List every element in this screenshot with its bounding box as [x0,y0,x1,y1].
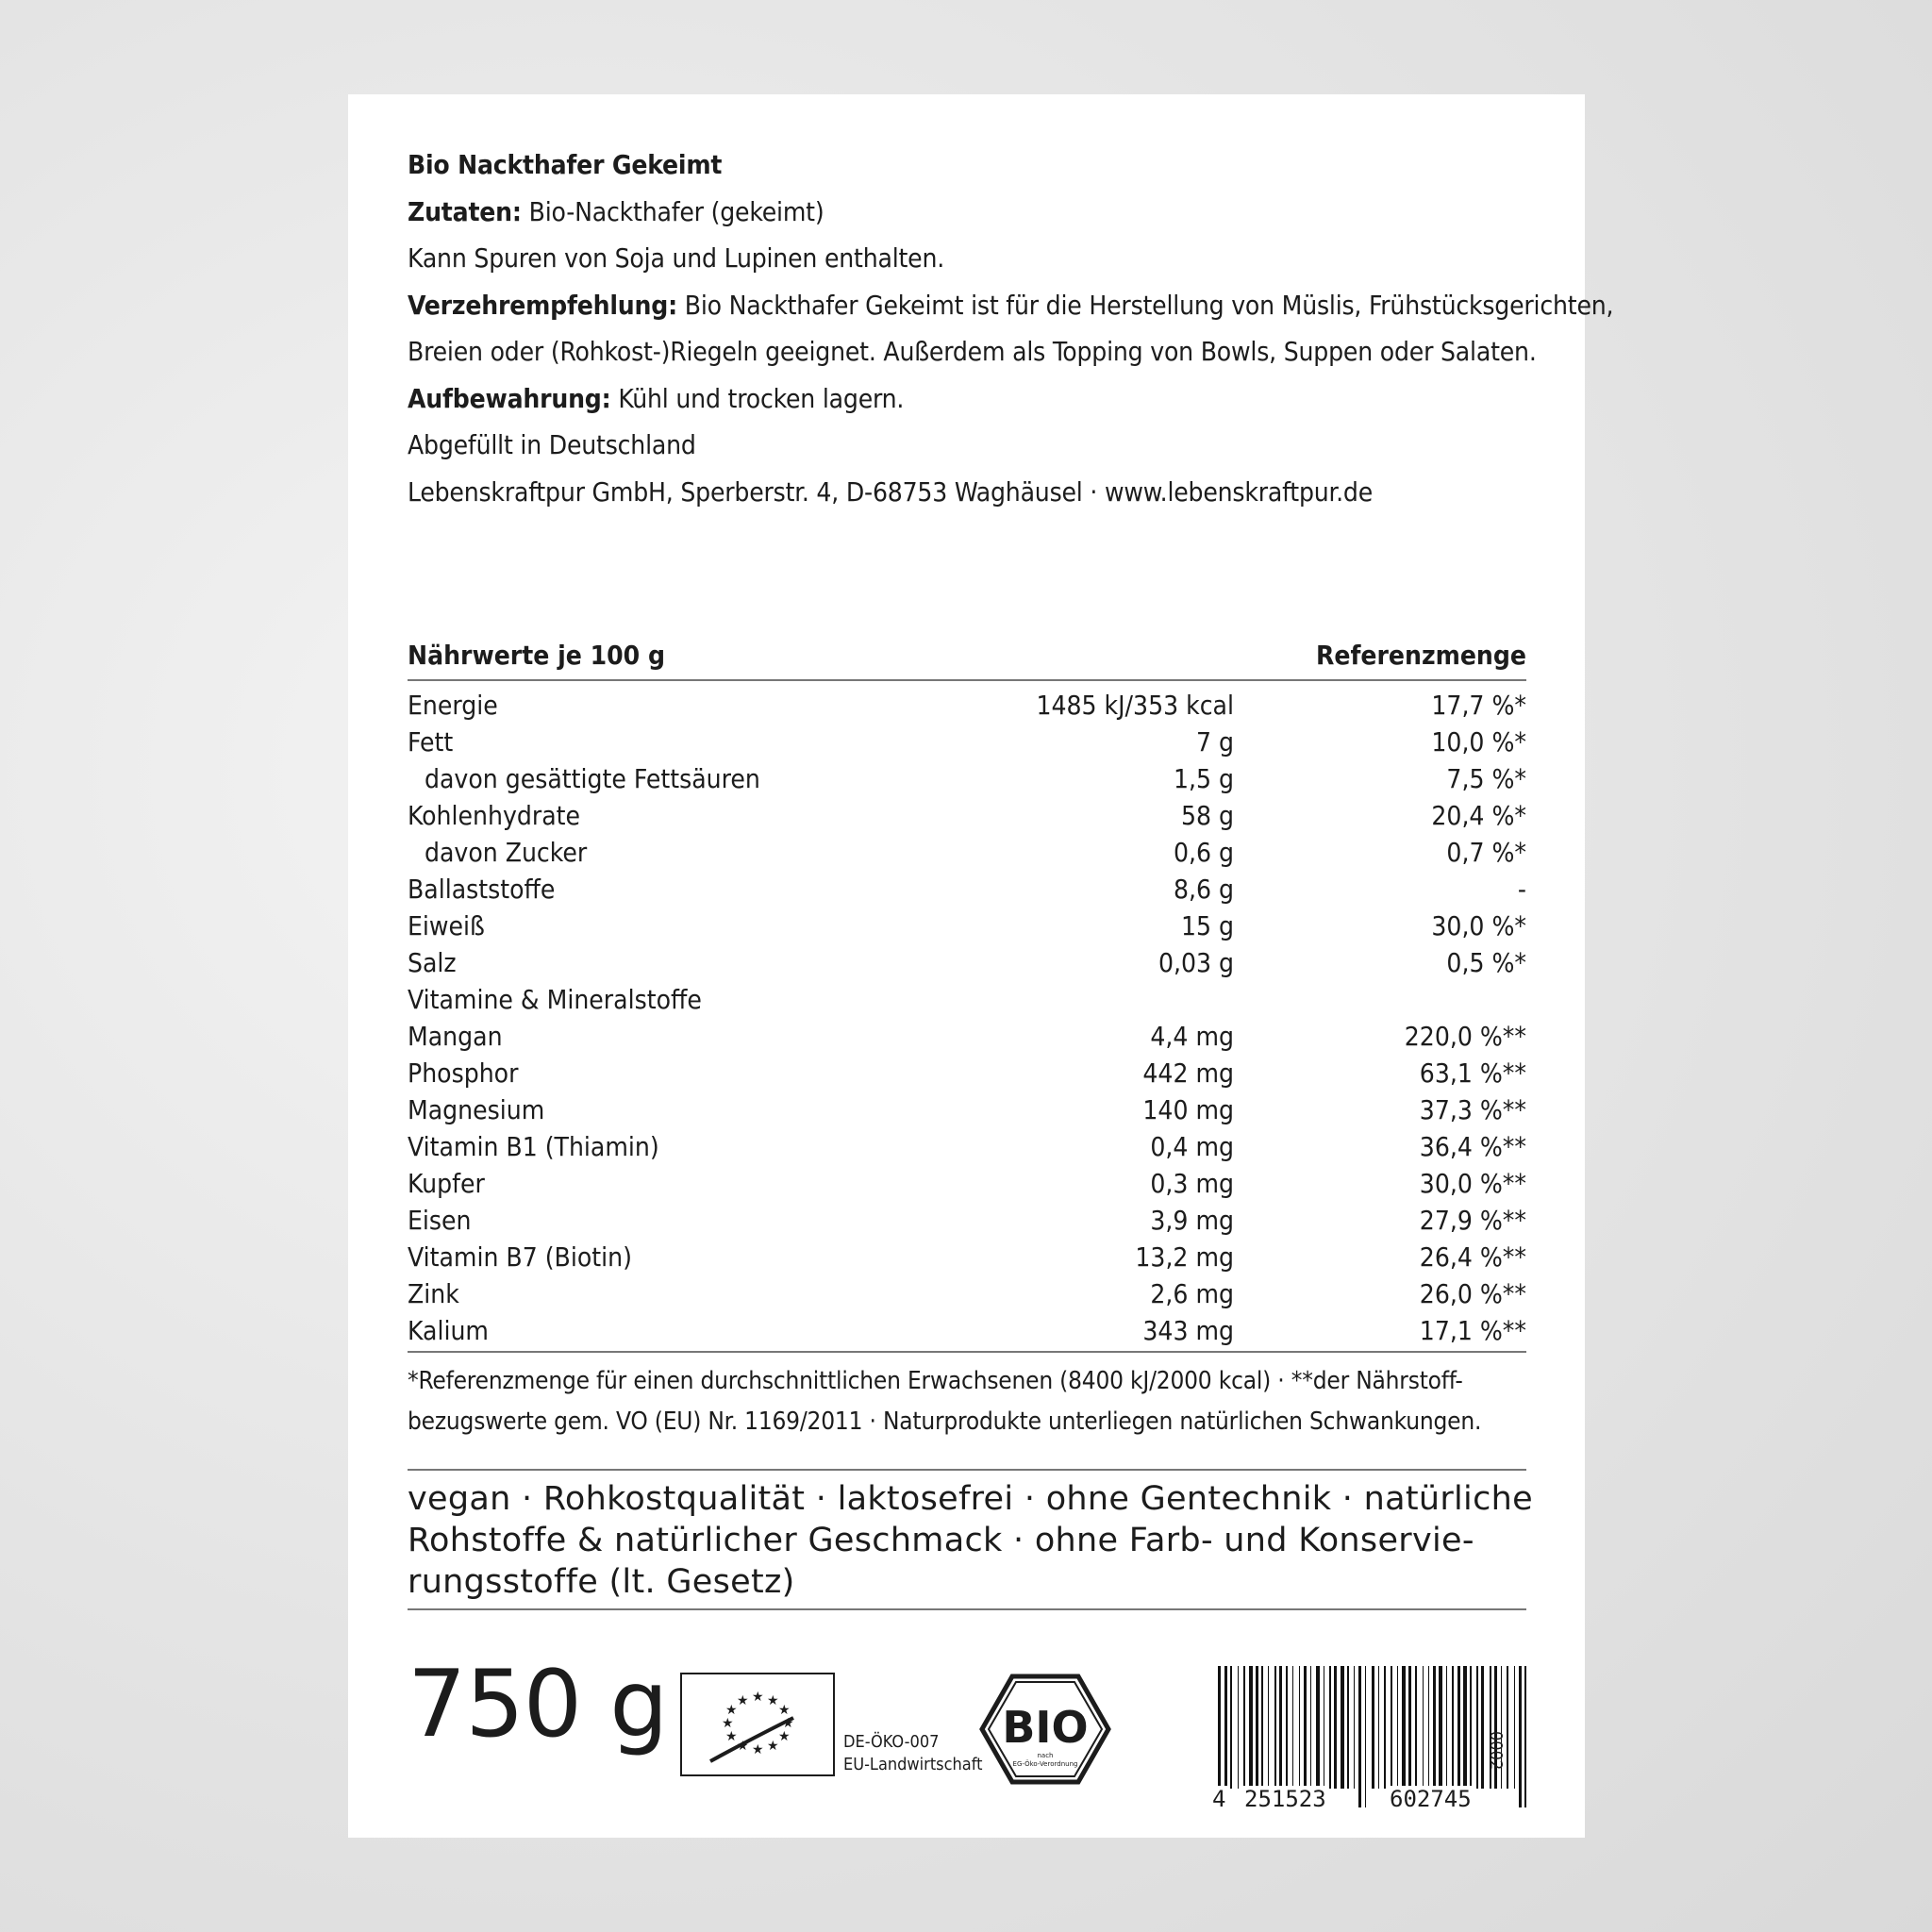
barcode-bar [1507,1666,1508,1789]
bio-seal-small-2: EG-Öko-Verordnung [1012,1760,1078,1768]
barcode-bar [1452,1666,1454,1789]
barcode-bar [1365,1666,1366,1807]
eu-organic-text [843,1731,982,1776]
allergen-note: Kann Spuren von Soja und Lupinen enthalten. [408,242,945,274]
eu-origin-text: EU-Landwirtschaft [843,1755,983,1774]
nutrient-name: Phosphor [408,1058,519,1089]
table-row [408,760,1526,797]
barcode-bar [1470,1666,1472,1789]
barcode-bar [1358,1666,1361,1807]
claims-line-2: Rohstoffe & natürlicher Geschmack · ohne Farb- und Konservie- [408,1522,1474,1559]
product-title: Bio Nackthafer Gekeimt [408,149,723,180]
nutrient-ref: 0,7 %* [1446,837,1526,868]
barcode-bar [1329,1666,1331,1789]
barcode-bar [1402,1666,1406,1789]
barcode-bar [1279,1666,1282,1789]
barcode-bar [1397,1666,1398,1789]
nutrient-value: 140 mg [1142,1094,1234,1125]
nutrient-name: Magnesium [408,1094,545,1125]
nutrient-ref: 17,7 %* [1431,690,1526,721]
nutrient-value: 3,9 mg [1150,1205,1234,1236]
nutrient-value: 15 g [1180,910,1234,941]
storage-line [408,375,1540,423]
barcode-digit-group-1: 251523 [1244,1786,1326,1812]
storage-text: Kühl und trocken lagern. [618,382,905,414]
svg-text:★: ★ [782,1716,794,1731]
nutrient-name: davon Zucker [425,837,588,868]
nutrition-rows [408,681,1526,1349]
table-row [408,1128,1526,1165]
bio-seal-text: BIO [1002,1702,1089,1753]
barcode-bar [1256,1666,1258,1789]
barcode-bar [1268,1666,1269,1789]
svg-text:★: ★ [737,1693,749,1708]
barcode-bar [1243,1666,1245,1789]
barcode-bar [1261,1666,1263,1789]
barcode-bar [1391,1666,1392,1789]
nutrient-ref: 36,4 %** [1419,1131,1526,1162]
barcode-bar [1286,1666,1288,1789]
table-row [408,1239,1526,1275]
claims-line-1: vegan · Rohkostqualität · laktosefrei · ohne Gentechnik · natürliche [408,1480,1533,1518]
svg-text:★: ★ [725,1703,738,1718]
svg-text:★: ★ [778,1729,791,1744]
table-row [408,1312,1526,1349]
table-row [408,944,1526,981]
barcode-bar [1428,1666,1429,1789]
table-row [408,1275,1526,1312]
nutrition-table [408,632,1526,1445]
svg-text:★: ★ [752,1690,764,1705]
barcode-bar [1490,1666,1491,1789]
nutrient-value: 13,2 mg [1135,1241,1234,1273]
company-text: Lebenskraftpur GmbH, Sperberstr. 4, D-68753 Waghäusel · www.lebenskraftpur.de [408,475,1373,508]
nutrient-name: Kalium [408,1315,489,1346]
nutrient-name: Fett [408,726,454,758]
nutrition-header-left: Nährwerte je 100 g [408,640,665,671]
nutrient-value: 1,5 g [1173,763,1234,794]
barcode-bar [1378,1666,1379,1789]
product-label-card [348,94,1614,1838]
nutrient-value: 4,4 mg [1150,1021,1234,1052]
table-row [408,1091,1526,1128]
nutrient-ref: 17,1 %** [1419,1315,1526,1346]
nutrient-ref: 10,0 %* [1431,726,1526,758]
table-row [408,871,1526,908]
nutrient-value: 0,6 g [1173,837,1234,868]
nutrient-value [1008,981,1234,1018]
barcode-bar [1524,1666,1526,1807]
nutrient-ref: 20,4 %* [1431,800,1526,831]
nutrient-ref: 27,9 %** [1419,1205,1526,1236]
nutrient-ref: 26,0 %** [1419,1278,1526,1309]
table-row [408,1165,1526,1202]
nutrient-ref: 26,4 %** [1419,1241,1526,1273]
svg-text:★: ★ [767,1739,779,1754]
nutrient-ref: 37,3 %** [1419,1094,1526,1125]
svg-text:★: ★ [767,1693,779,1708]
nutrient-name: Vitamin B1 (Thiamin) [408,1131,659,1162]
footnote-line-1: *Referenzmenge für einen durchschnittlichen Erwachsenen (8400 kJ/2000 kcal) · **der Nährstoff- [408,1367,1463,1395]
nutrient-name: Kohlenhydrate [408,800,580,831]
nutrient-name: davon gesättigte Fettsäuren [425,763,760,794]
nutrient-ref: 7,5 %* [1446,763,1526,794]
ingredients-text: Bio-Nackthafer (gekeimt) [528,195,824,227]
nutrient-ref: 30,0 %** [1419,1168,1526,1199]
nutrient-value: 343 mg [1142,1315,1234,1346]
barcode-bar [1316,1666,1320,1789]
barcode-bar [1415,1666,1417,1789]
nutrient-name: Vitamin B7 (Biotin) [408,1241,632,1273]
table-row [408,1018,1526,1055]
barcode-bar [1354,1666,1355,1789]
barcode-bar [1494,1666,1497,1789]
barcode-bar [1439,1666,1442,1789]
barcode-bar [1347,1666,1349,1789]
table-row [408,981,1526,1018]
barcode-bar [1334,1666,1337,1789]
nutrient-ref: 63,1 %** [1419,1058,1526,1089]
nutrition-divider [408,1351,1526,1353]
recommendation-line [408,282,1614,329]
nutrient-ref [1234,981,1526,1018]
eu-organic-logo [680,1673,835,1776]
nutrient-ref: 30,0 %* [1431,910,1526,941]
bio-seal-small-1: nach [1037,1752,1054,1759]
nutrient-value: 7 g [1195,726,1234,758]
barcode-bar [1292,1666,1293,1789]
eu-leaf-icon [682,1674,833,1774]
barcode-bar [1519,1666,1522,1807]
barcode-bar [1446,1666,1447,1789]
barcode-digit-1: 4 [1212,1786,1226,1812]
barcode-bar [1249,1666,1253,1789]
barcode-bar [1423,1666,1424,1789]
nutrient-value: 8,6 g [1173,874,1234,905]
barcode-bar [1476,1666,1478,1789]
barcode-bar [1372,1666,1374,1789]
nutrient-name: Zink [408,1278,459,1309]
svg-text:★: ★ [778,1703,791,1718]
nutrient-ref: - [1517,874,1526,905]
barcode-bar [1230,1666,1232,1789]
nutrient-name: Eisen [408,1205,472,1236]
table-row [408,687,1526,724]
nutrient-ref: 220,0 %** [1404,1021,1526,1052]
bio-seal [979,1673,1111,1786]
barcode-bar [1514,1666,1515,1789]
recommendation-text-2: Breien oder (Rohkost-)Riegeln geeignet. Außerdem als Topping von Bowls, Suppen oder Salaten. [408,336,1537,367]
table-row [408,724,1526,760]
table-row [408,908,1526,944]
barcode-bar [1457,1666,1460,1789]
nutrient-name: Eiweiß [408,910,485,941]
barcode-bar [1433,1666,1436,1789]
barcode-bar [1299,1666,1300,1789]
barcode-bar [1463,1666,1467,1789]
barcode-bar [1238,1666,1239,1789]
barcode-bar [1384,1666,1386,1789]
nutrient-value: 58 g [1180,800,1234,831]
svg-text:★: ★ [752,1742,764,1757]
net-weight: 750 g [408,1651,668,1758]
nutrient-value: 1485 kJ/353 kcal [1036,690,1234,721]
claims-line-3: rungsstoffe (lt. Gesetz) [408,1563,795,1601]
nutrient-value: 2,6 mg [1150,1278,1234,1309]
nutrient-name: Ballaststoffe [408,874,556,905]
table-row [408,834,1526,871]
svg-text:★: ★ [722,1716,734,1731]
nutrient-value: 0,4 mg [1150,1131,1234,1162]
nutrient-name: Energie [408,690,498,721]
table-row [408,1202,1526,1239]
svg-text:★: ★ [725,1729,738,1744]
barcode-digit-group-2: 602745 [1390,1786,1472,1812]
svg-text:★: ★ [737,1739,749,1754]
barcode-bar [1310,1666,1311,1789]
barcode-bar [1481,1666,1484,1789]
barcode-bar [1408,1666,1411,1789]
nutrient-value: 0,3 mg [1150,1168,1234,1199]
nutrient-name: Mangan [408,1021,503,1052]
product-info [408,142,1614,515]
barcode-bar [1501,1666,1502,1789]
product-claims [408,1469,1533,1610]
barcode-extra-code: 0002 [1486,1731,1506,1771]
nutrient-ref: 0,5 %* [1446,947,1526,978]
footnote-line-2: bezugswerte gem. VO (EU) Nr. 1169/2011 · Naturprodukte unterliegen natürlichen Schwankungen. [408,1407,1482,1436]
nutrition-footnote [408,1358,1526,1445]
recommendation-label: Verzehrempfehlung: [408,289,677,321]
origin-text: Abgefüllt in Deutschland [408,429,696,460]
eu-control-code: DE-ÖKO-007 [843,1732,940,1752]
recommendation-text-1: Bio Nackthafer Gekeimt ist für die Herstellung von Müslis, Frühstücksgerichten, [684,289,1614,321]
storage-label: Aufbewahrung: [408,382,611,414]
bio-hexagon-icon [979,1673,1111,1786]
barcode-bar [1341,1666,1344,1789]
barcode-bar [1304,1666,1307,1789]
nutrient-name: Kupfer [408,1168,485,1199]
table-row [408,1055,1526,1091]
nutrient-name: Salz [408,947,457,978]
nutrient-value: 0,03 g [1158,947,1234,978]
nutrient-value: 442 mg [1142,1058,1234,1089]
ingredients-label: Zutaten: [408,195,522,227]
nutrient-name: Vitamine & Mineralstoffe [408,984,702,1015]
barcode-bar [1274,1666,1276,1789]
nutrition-header-right: Referenzmenge [1315,640,1526,671]
table-row [408,797,1526,834]
ingredients-line [408,189,1540,236]
nutrition-header [408,632,1526,681]
